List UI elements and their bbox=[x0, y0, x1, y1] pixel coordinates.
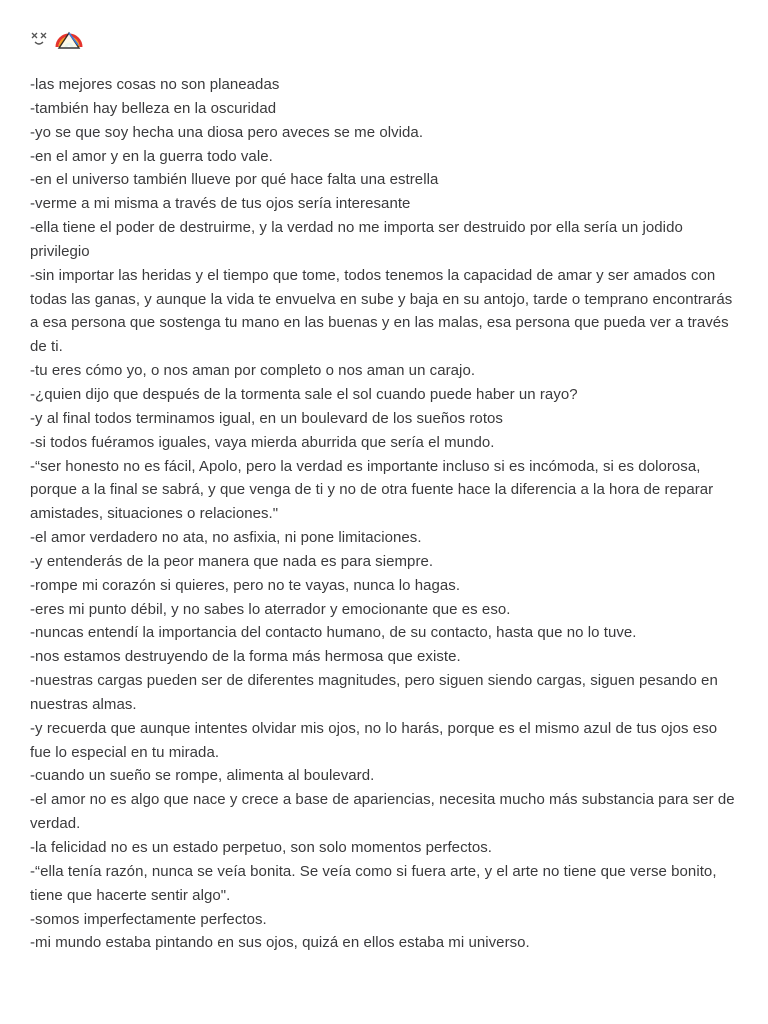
quote-line: -si todos fuéramos iguales, vaya mierda aburrida que sería el mundo. bbox=[30, 433, 495, 451]
quote-line: -“ella tenía razón, nunca se veía bonita. Se veía como si fuera arte, y el arte no tiene que verse bonito, tiene que hacerte sentir algo". bbox=[30, 862, 717, 904]
quote-list bbox=[30, 73, 738, 955]
quote-line: -nuestras cargas pueden ser de diferentes magnitudes, pero siguen siendo cargas, siguen pesando en nuestras almas. bbox=[30, 672, 718, 713]
quote-line: -mi mundo estaba pintando en sus ojos, quizá en ellos estaba mi universo. bbox=[30, 934, 530, 952]
quote-line: -en el amor y en la guerra todo vale. bbox=[30, 147, 273, 165]
quote-line: -el amor no es algo que nace y crece a base de apariencias, necesita mucho más substancia para ser de verdad. bbox=[30, 791, 735, 833]
quote-line: -ella tiene el poder de destruirme, y la verdad no me importa ser destruido por ella sería un jodido privilegio bbox=[30, 219, 683, 260]
quote-line: -somos imperfectamente perfectos. bbox=[30, 910, 267, 928]
quote-line: -¿quien dijo que después de la tormenta sale el sol cuando puede haber un rayo? bbox=[30, 385, 578, 403]
quote-line: -sin importar las heridas y el tiempo que tome, todos tenemos la capacidad de amar y ser amados con todas las ganas, y aunque la vida te envuelva en sube y baja en su antojo, tarde o temprano encontrarás a esa persona que sostenga tu mano en las buenas y en las malas, esa persona que pueda ver a través de ti. bbox=[30, 266, 733, 356]
quote-line: -nos estamos destruyendo de la forma más hermosa que existe. bbox=[30, 648, 461, 666]
quote-line: -verme a mi misma a través de tus ojos sería interesante bbox=[30, 195, 411, 213]
quote-line: -yo se que soy hecha una diosa pero aveces se me olvida. bbox=[30, 123, 424, 141]
quote-line: -y recuerda que aunque intentes olvidar mis ojos, no lo harás, porque es el mismo azul de tus ojos eso fue lo especial en tu mirada. bbox=[30, 719, 718, 761]
quote-line: -rompe mi corazón si quieres, pero no te vayas, nunca lo hagas. bbox=[30, 576, 461, 594]
quote-line: -“ser honesto no es fácil, Apolo, pero la verdad es importante incluso si es incómoda, si es dolorosa, porque a la final se sabrá, y que venga de ti y no de otra fuente hace la diferencia a la hora de reparar amistades, situaciones o relaciones." bbox=[30, 457, 714, 523]
quote-line: -en el universo también llueve por qué hace falta una estrella bbox=[30, 171, 439, 189]
rainbow-icon bbox=[54, 25, 84, 49]
quote-line: -eres mi punto débil, y no sabes lo aterrador y emocionante que es eso. bbox=[30, 600, 511, 618]
quote-line: -las mejores cosas no son planeadas bbox=[30, 76, 280, 93]
quote-line: -y al final todos terminamos igual, en un boulevard de los sueños rotos bbox=[30, 409, 503, 427]
dizzy-face-icon bbox=[30, 27, 50, 47]
quote-line: -cuando un sueño se rompe, alimenta al boulevard. bbox=[30, 767, 375, 785]
quote-line: -la felicidad no es un estado perpetuo, son solo momentos perfectos. bbox=[30, 839, 493, 856]
quote-line: -tu eres cómo yo, o nos aman por completo o nos aman un carajo. bbox=[30, 362, 476, 380]
quote-line: -y entenderás de la peor manera que nada es para siempre. bbox=[30, 552, 434, 570]
quote-line: -también hay belleza en la oscuridad bbox=[30, 99, 277, 117]
quote-line: -nuncas entendí la importancia del contacto humano, de su contacto, hasta que no lo tuve. bbox=[30, 624, 637, 642]
emoji-header bbox=[30, 22, 738, 52]
quote-line: -el amor verdadero no ata, no asfixia, ni pone limitaciones. bbox=[30, 529, 422, 547]
